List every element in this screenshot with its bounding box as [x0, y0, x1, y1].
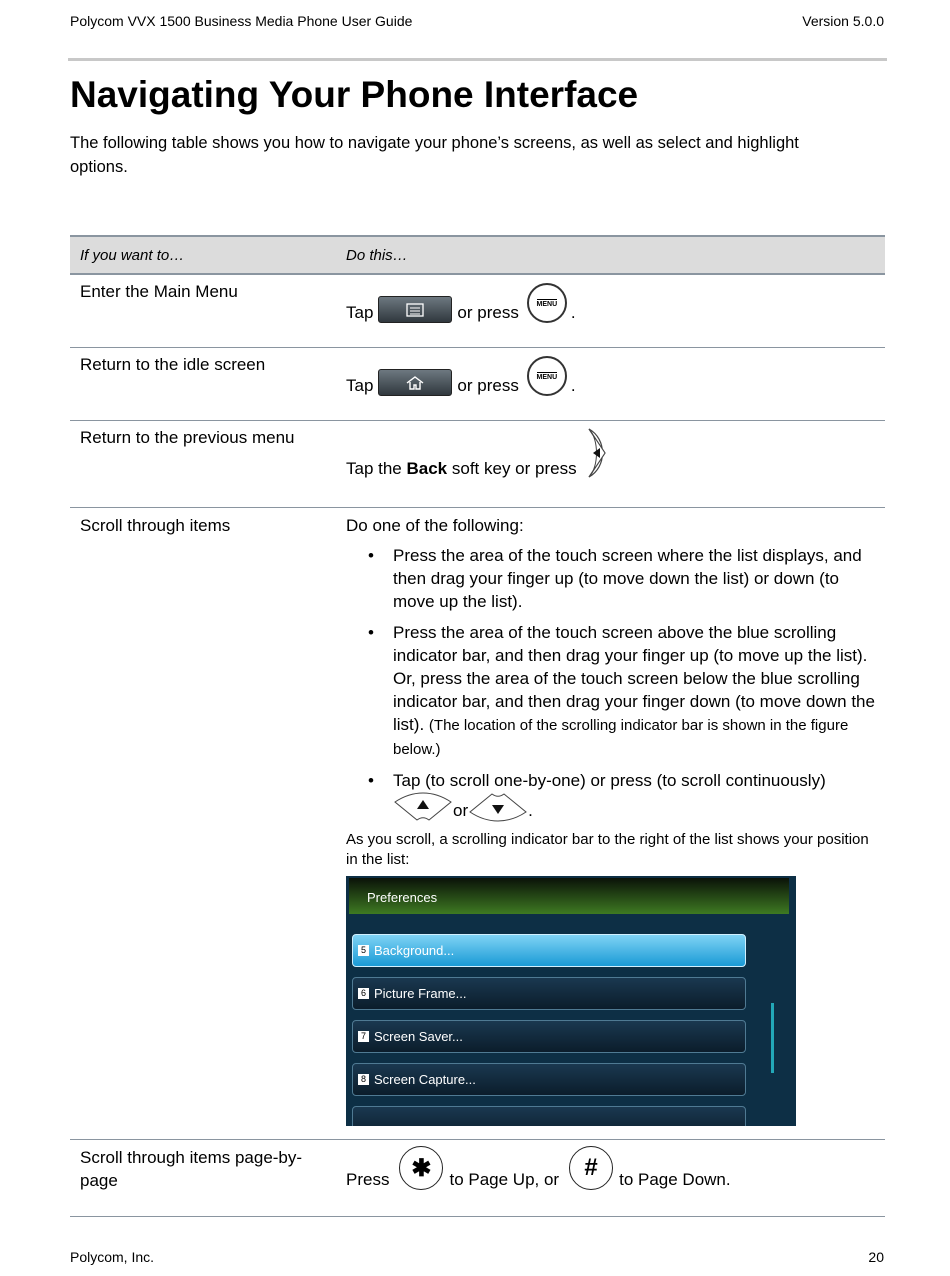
menu-key-icon: MENU	[527, 283, 567, 323]
period: .	[528, 801, 533, 820]
header-title: Polycom VVX 1500 Business Media Phone User Guide	[70, 13, 413, 29]
scroll-indicator-bar[interactable]	[771, 1003, 774, 1073]
page-number: 20	[868, 1249, 884, 1265]
table-header-row	[70, 236, 885, 274]
col-header-action: Do this…	[336, 236, 885, 274]
screen-title: Preferences	[349, 878, 789, 914]
menu-key-icon: MENU	[527, 356, 567, 396]
screen-list-item[interactable]: 6 Picture Frame...	[352, 977, 746, 1010]
hash-key-icon: #	[569, 1146, 613, 1190]
task-cell: Scroll through items	[70, 508, 336, 1140]
screen-list-item[interactable]: 7 Screen Saver...	[352, 1020, 746, 1053]
intro-text: The following table shows you how to navigate your phone’s screens, as well as select and highlight options.	[70, 134, 799, 176]
task-cell: Return to the idle screen	[70, 348, 336, 421]
tap-text: Tap	[346, 376, 374, 395]
table-row	[70, 508, 885, 1140]
scroll-note: As you scroll, a scrolling indicator bar to the right of the list shows your position in the list:	[346, 831, 869, 868]
table-row	[70, 274, 885, 348]
press-text: Press	[346, 1170, 390, 1189]
task-cell: Return to the previous menu	[70, 421, 336, 508]
header-version: Version 5.0.0	[802, 13, 884, 29]
task-cell: Scroll through items page-by-page	[70, 1140, 336, 1217]
preferences-screenshot	[346, 876, 796, 1126]
header-rule	[68, 58, 887, 61]
list-item: • Press the area of the touch screen above the blue scrolling indicator bar, and then drag your finger up (to move up the list). Or, press the area of the touch screen below the blue scrolling indicator bar, and then drag your finger down (to move down the list). (The location of the scrolling indicator bar is shown in the figure below.)	[346, 621, 875, 761]
footer-company: Polycom, Inc.	[70, 1249, 155, 1265]
action-cell	[336, 348, 885, 421]
action-cell	[336, 274, 885, 348]
soft-key-text: soft key or press	[451, 459, 577, 478]
table-row	[70, 1140, 885, 1217]
task-cell: Enter the Main Menu	[70, 274, 336, 348]
or-text: or	[453, 801, 469, 820]
home-soft-key-icon	[378, 369, 452, 396]
star-key-icon: ✱	[399, 1146, 443, 1190]
table-row	[70, 421, 885, 508]
back-key-icon	[585, 427, 611, 479]
navigation-table	[70, 235, 885, 1217]
back-label: Back	[406, 459, 448, 478]
action-cell	[336, 1140, 885, 1217]
col-header-task: If you want to…	[70, 236, 336, 274]
action-cell	[336, 508, 885, 1140]
page-down-text: to Page Down.	[619, 1170, 731, 1189]
tap-the-text: Tap the	[346, 459, 402, 478]
tap-text: Tap	[346, 303, 374, 322]
table-row	[70, 348, 885, 421]
screen-list-item[interactable]: 8 Screen Capture...	[352, 1063, 746, 1096]
list-item: • Tap (to scroll one-by-one) or press (to scroll continuously) or .	[346, 769, 875, 822]
screen-list-item-partial	[352, 1106, 746, 1126]
down-arrow-key-icon	[468, 792, 528, 822]
lead-text: Do one of the following:	[346, 516, 524, 535]
period: .	[570, 303, 576, 322]
action-cell	[336, 421, 885, 508]
scroll-options-list	[346, 544, 875, 822]
list-item: • Press the area of the touch screen where the list displays, and then drag your finger up (to move down the list) or down (to move up the list).	[346, 544, 875, 613]
screen-list-item[interactable]: 5 Background...	[352, 934, 746, 967]
or-press-text: or press	[457, 303, 519, 322]
or-press-text: or press	[457, 376, 519, 395]
page-title: Navigating Your Phone Interface	[70, 74, 639, 115]
up-arrow-key-icon	[393, 792, 453, 822]
page-up-text: to Page Up, or	[449, 1170, 560, 1189]
period: .	[570, 376, 576, 395]
menu-soft-key-icon	[378, 296, 452, 323]
